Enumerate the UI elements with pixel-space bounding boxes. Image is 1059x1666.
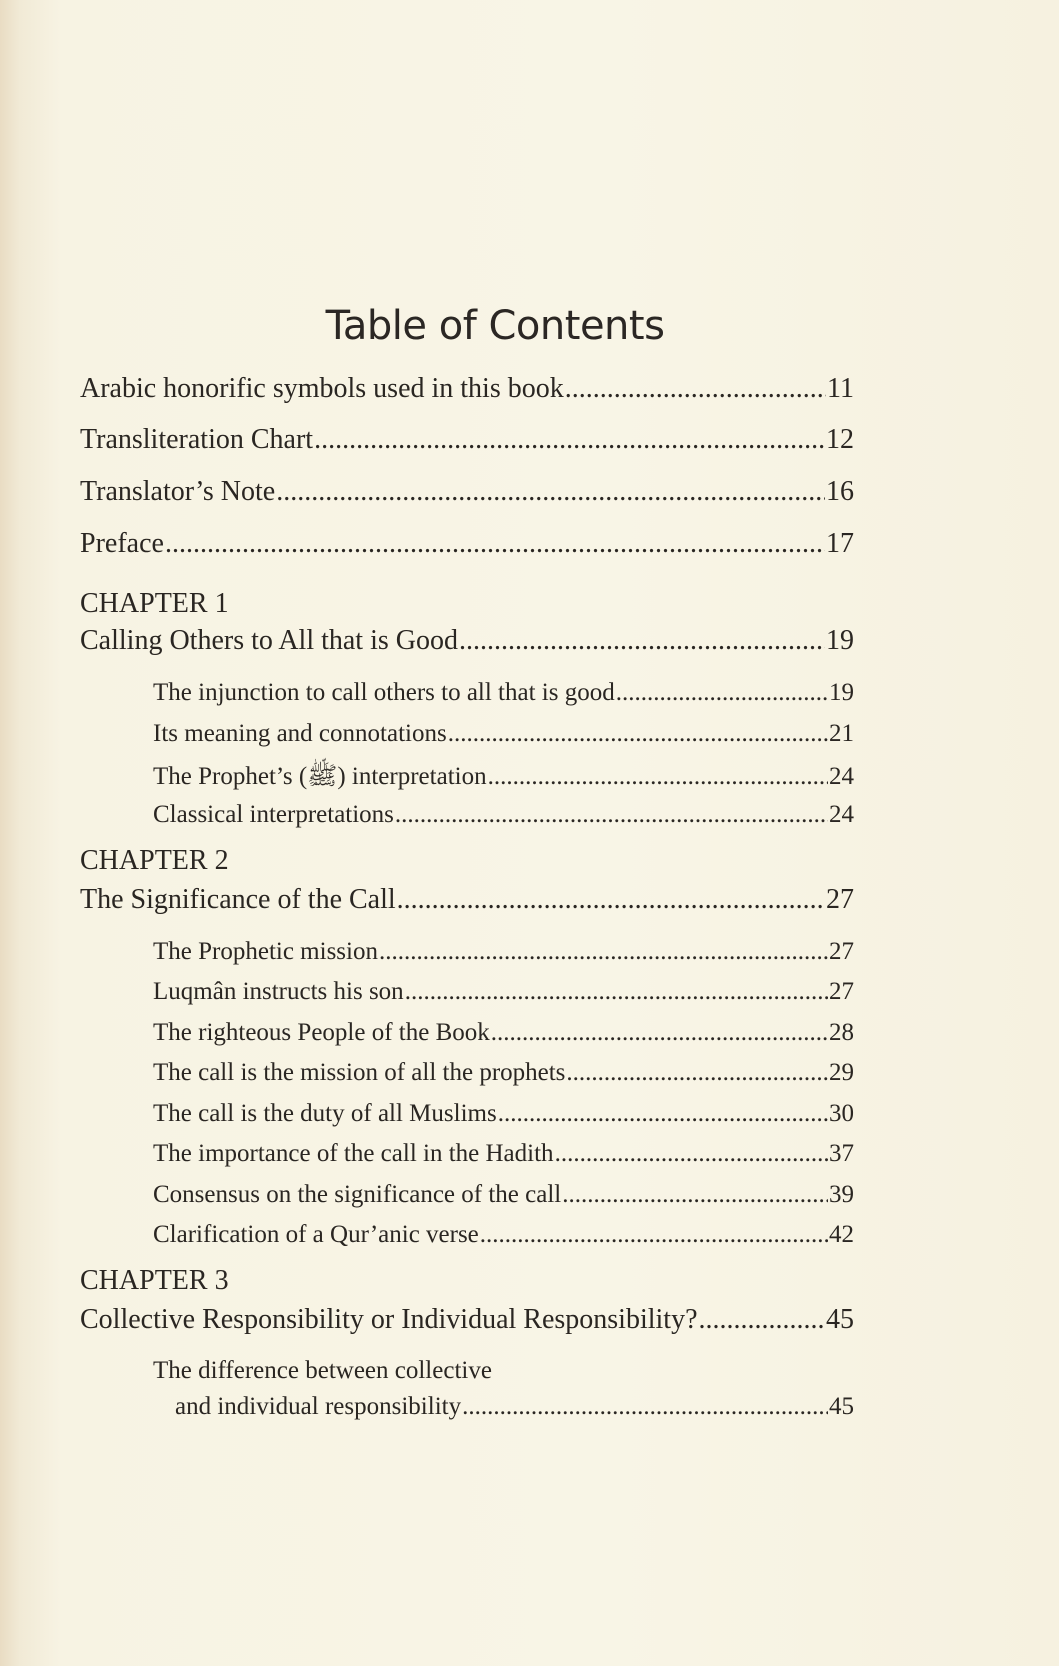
section-entry [175, 1393, 854, 1425]
dot-leader [480, 1221, 828, 1249]
dot-leader [699, 1304, 825, 1336]
page-number: 19 [829, 679, 854, 706]
dot-leader [405, 978, 828, 1006]
section-entry [153, 720, 854, 752]
page-number: 37 [829, 1140, 854, 1167]
chapter-entry [80, 625, 854, 661]
toc-entry [80, 424, 854, 460]
entry-label: Arabic honorific symbols used in this book [80, 373, 564, 404]
entry-label: Its meaning and connotations [153, 720, 447, 747]
dot-leader [379, 938, 828, 966]
entry-label: The importance of the call in the Hadith [153, 1140, 554, 1167]
page-number: 24 [829, 763, 854, 790]
chapter-heading: CHAPTER 2 [80, 845, 229, 876]
entry-label: Preface [80, 528, 164, 559]
dot-leader [462, 1393, 828, 1421]
chapter-heading: CHAPTER 3 [80, 1265, 229, 1296]
section-entry [153, 1140, 854, 1172]
dot-leader [616, 679, 828, 707]
entry-label: Clarification of a Qur’anic verse [153, 1221, 479, 1248]
section-entry [153, 938, 854, 970]
page-title: Table of Contents [325, 302, 665, 349]
dot-leader [555, 1140, 828, 1168]
entry-label: Consensus on the significance of the call [153, 1181, 562, 1208]
dot-leader [448, 720, 828, 748]
section-entry [153, 801, 854, 833]
page-number: 19 [826, 625, 854, 656]
section-entry [153, 1059, 854, 1091]
chapter-entry [80, 884, 854, 920]
entry-label: The call is the mission of all the prophets [153, 1059, 566, 1086]
toc-entry [80, 476, 854, 512]
dot-leader [498, 1100, 828, 1128]
entry-label: Collective Responsibility or Individual Responsibility? [80, 1304, 698, 1335]
page-number: 21 [829, 720, 854, 747]
page-number: 27 [826, 884, 854, 915]
page-number: 24 [829, 801, 854, 828]
page-number: 27 [829, 978, 854, 1005]
page-number: 16 [826, 476, 854, 507]
entry-label: The righteous People of the Book [153, 1019, 490, 1046]
dot-leader [397, 884, 825, 916]
entry-label: The Prophetic mission [153, 938, 378, 965]
section-entry [153, 1221, 854, 1253]
page-number: 45 [829, 1393, 854, 1420]
page-number: 29 [829, 1059, 854, 1086]
entry-label: The Prophet’s (ﷺ) interpretation [153, 763, 487, 790]
section-entry [153, 1100, 854, 1132]
toc-entry [80, 528, 854, 564]
page-number: 12 [826, 424, 854, 455]
dot-leader [488, 763, 828, 791]
dot-leader [565, 373, 826, 405]
page-number: 11 [827, 373, 854, 404]
dot-leader [491, 1019, 828, 1047]
page-number: 17 [826, 528, 854, 559]
entry-label: The Significance of the Call [80, 884, 396, 915]
section-entry [153, 679, 854, 711]
dot-leader [459, 625, 825, 657]
page-number: 42 [829, 1221, 854, 1248]
dot-leader [165, 528, 825, 560]
entry-label: Calling Others to All that is Good [80, 625, 458, 656]
section-entry-line1: The difference between collective [153, 1357, 492, 1384]
dot-leader [314, 424, 825, 456]
entry-label: Translator’s Note [80, 476, 276, 507]
dot-leader [276, 476, 825, 508]
section-entry [153, 978, 854, 1010]
page-number: 27 [829, 938, 854, 965]
dot-leader [566, 1059, 828, 1087]
section-entry [153, 1181, 854, 1213]
page-number: 45 [826, 1304, 854, 1335]
section-entry [153, 1019, 854, 1051]
dot-leader [562, 1181, 828, 1209]
page-number: 39 [829, 1181, 854, 1208]
page-number: 28 [829, 1019, 854, 1046]
chapter-entry [80, 1304, 854, 1340]
toc-entry [80, 373, 854, 409]
entry-label: The injunction to call others to all that is good [153, 679, 615, 706]
entry-label: The call is the duty of all Muslims [153, 1100, 497, 1127]
entry-label: Classical interpretations [153, 801, 394, 828]
chapter-heading: CHAPTER 1 [80, 588, 229, 619]
section-entry [153, 760, 854, 792]
entry-label: and individual responsibility [175, 1393, 462, 1420]
dot-leader [395, 801, 828, 829]
page-number: 30 [829, 1100, 854, 1127]
entry-label: Luqmân instructs his son [153, 978, 404, 1005]
entry-label: Transliteration Chart [80, 424, 314, 455]
